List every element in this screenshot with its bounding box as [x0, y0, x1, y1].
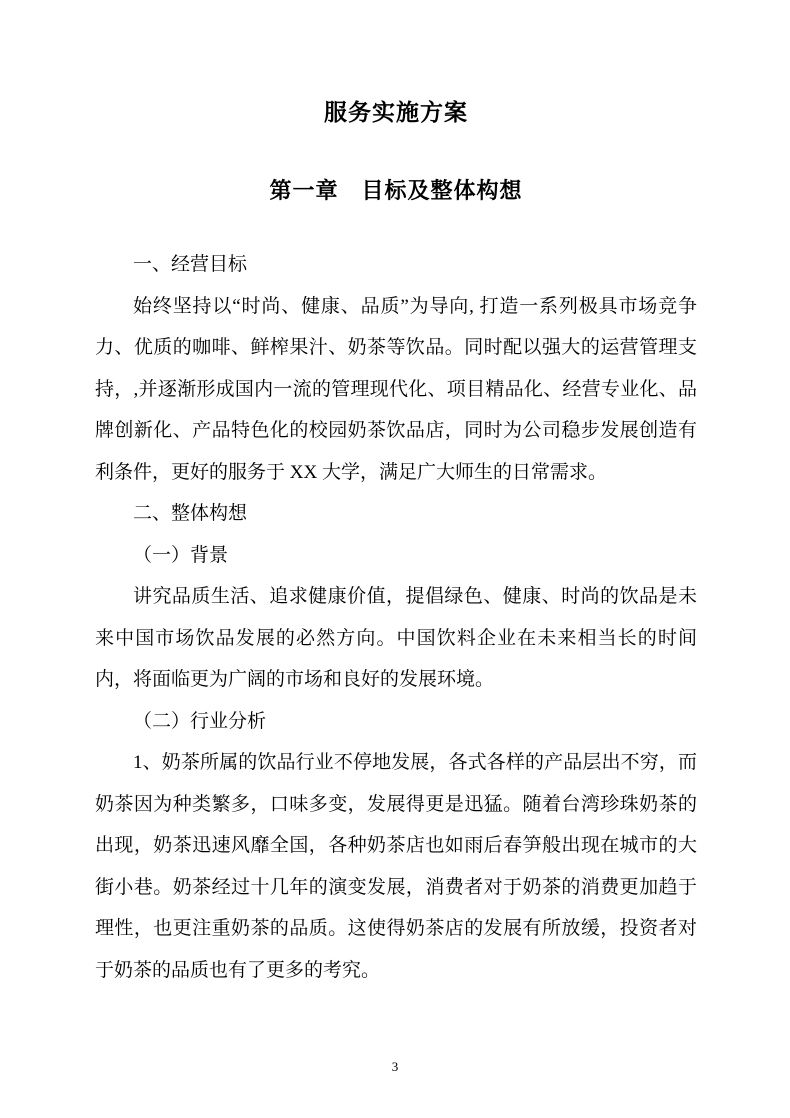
document-title: 服务实施方案	[324, 100, 468, 125]
paragraph: 一、经营目标	[133, 254, 248, 275]
paragraph: 讲究品质生活、追求健康价值，提倡绿色、健康、时尚的饮品是未来中国市场饮品发展的必然方向。中国饮料企业在未来相当长的时间内，将面临更为广阔的市场和良好的发展环境。	[95, 586, 697, 690]
page-number: 3	[391, 1059, 399, 1074]
paragraph: 1、奶茶所属的饮品行业不停地发展，各式各样的产品层出不穷，而奶茶因为种类繁多，口味多变，发展得更是迅猛。随着台湾珍珠奶茶的出现，奶茶迅速风靡全国，各种奶茶店也如雨后春笋般出现在城市的大街小巷。奶茶经过十几年的演变发展，消费者对于奶茶的消费更加趋于理性，也更注重奶茶的品质。这使得奶茶店的发展有所放缓，投资者对于奶茶的品质也有了更多的考究。	[95, 752, 697, 981]
chapter-heading: 第一章 目标及整体构想	[269, 178, 523, 203]
paragraph: （二）行业分析	[133, 710, 267, 732]
document-body	[95, 244, 697, 991]
paragraph: 始终坚持以“时尚、健康、品质”为导向, 打造一系列极具市场竞争力、优质的咖啡、鲜榨果汁、奶茶等饮品。同时配以强大的运营管理支持，,并逐渐形成国内一流的管理现代化、项目精品化、经营专业化、品牌创新化、产品特色化的校园奶茶饮品店，同时为公司稳步发展创造有利条件，更好的服务于 XX 大学，满足广大师生的日常需求。	[95, 295, 697, 483]
document-content	[95, 0, 697, 991]
paragraph: （一）背景	[133, 544, 229, 566]
paragraph: 二、整体构想	[133, 503, 248, 524]
